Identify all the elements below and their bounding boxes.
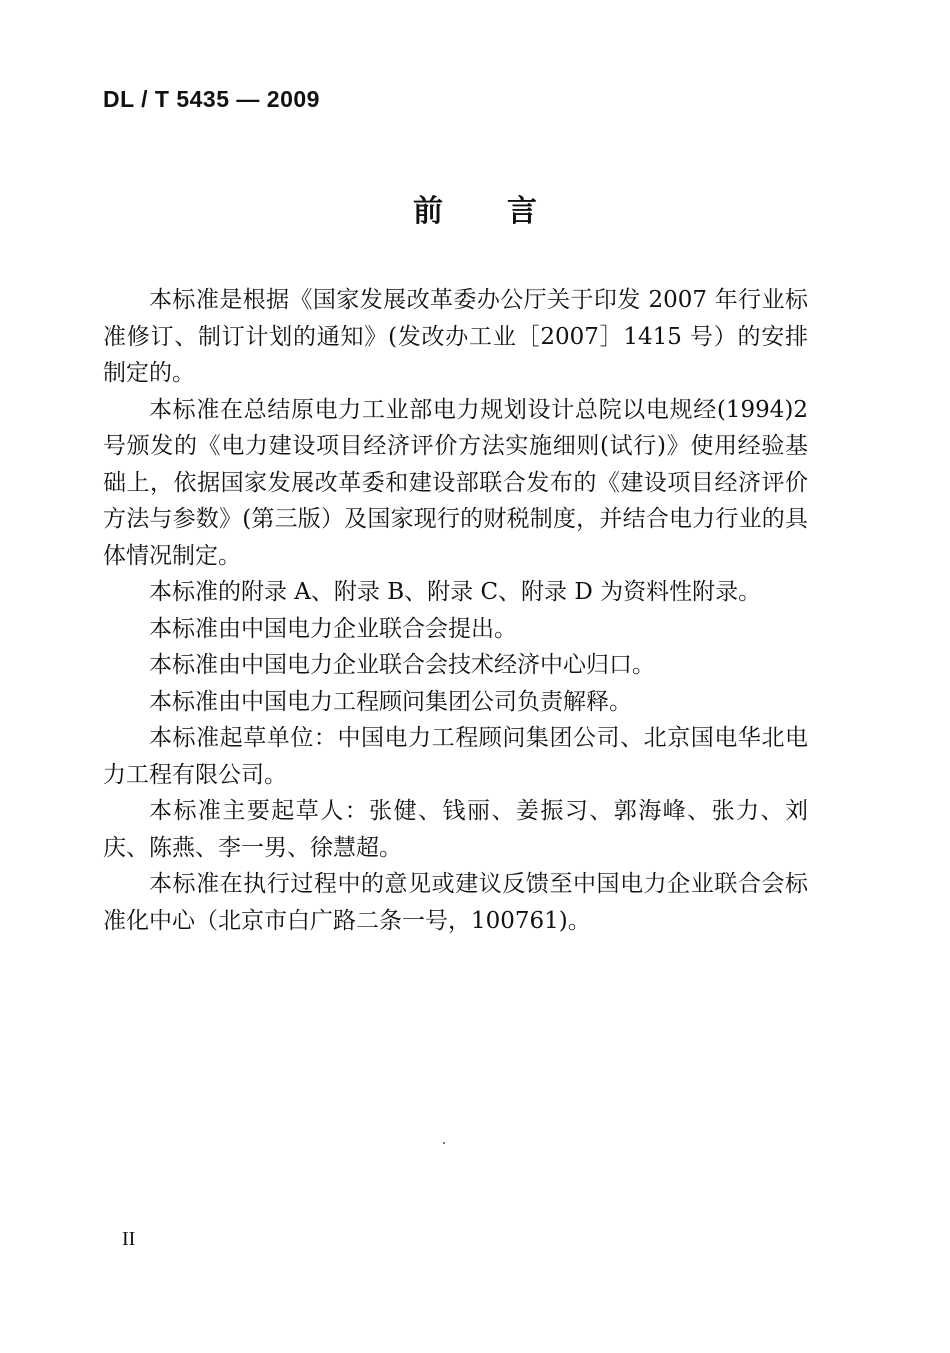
- foreword-body: [103, 282, 808, 939]
- paragraph-drafters: 本标准主要起草人：张健、钱丽、姜振习、郭海峰、张力、刘庆、陈燕、李一男、徐慧超。: [103, 798, 808, 861]
- paragraph-appendices: 本标准的附录 A、附录 B、附录 C、附录 D 为资料性附录。: [149, 579, 762, 605]
- page-title: [0, 186, 950, 230]
- paragraph-background: 本标准在总结原电力工业部电力规划设计总院以电规经(1994)2 号颁发的《电力建设项目经济评价方法实施细则(试行)》使用经验基础上，依据国家发展改革委和建设部联合发布的《建设项目经济评价方法与参数》(第三版）及国家现行的财税制度，并结合电力行业的具体情况制定。: [103, 396, 808, 569]
- paragraph-feedback: 本标准在执行过程中的意见或建议反馈至中国电力企业联合会标准化中心（北京市白广路二条一号，100761)。: [103, 871, 808, 934]
- paragraph-basis: 本标准是根据《国家发展改革委办公厅关于印发 2007 年行业标准修订、制订计划的通知》(发改办工业［2007］1415 号）的安排制定的。: [103, 287, 808, 386]
- title-char-1: 前: [413, 194, 443, 229]
- title-char-2: 言: [507, 194, 537, 229]
- paragraph-interpreter: 本标准由中国电力工程顾问集团公司负责解释。: [149, 688, 632, 715]
- paragraph-administrator: 本标准由中国电力企业联合会技术经济中心归口。: [149, 652, 655, 678]
- scan-speck: [443, 1142, 445, 1144]
- page-number: II: [122, 1228, 136, 1250]
- paragraph-proposer: 本标准由中国电力企业联合会提出。: [149, 615, 517, 642]
- paragraph-drafting-units: 本标准起草单位：中国电力工程顾问集团公司、北京国电华北电力工程有限公司。: [103, 725, 808, 788]
- standard-code: DL / T 5435 — 2009: [103, 86, 320, 112]
